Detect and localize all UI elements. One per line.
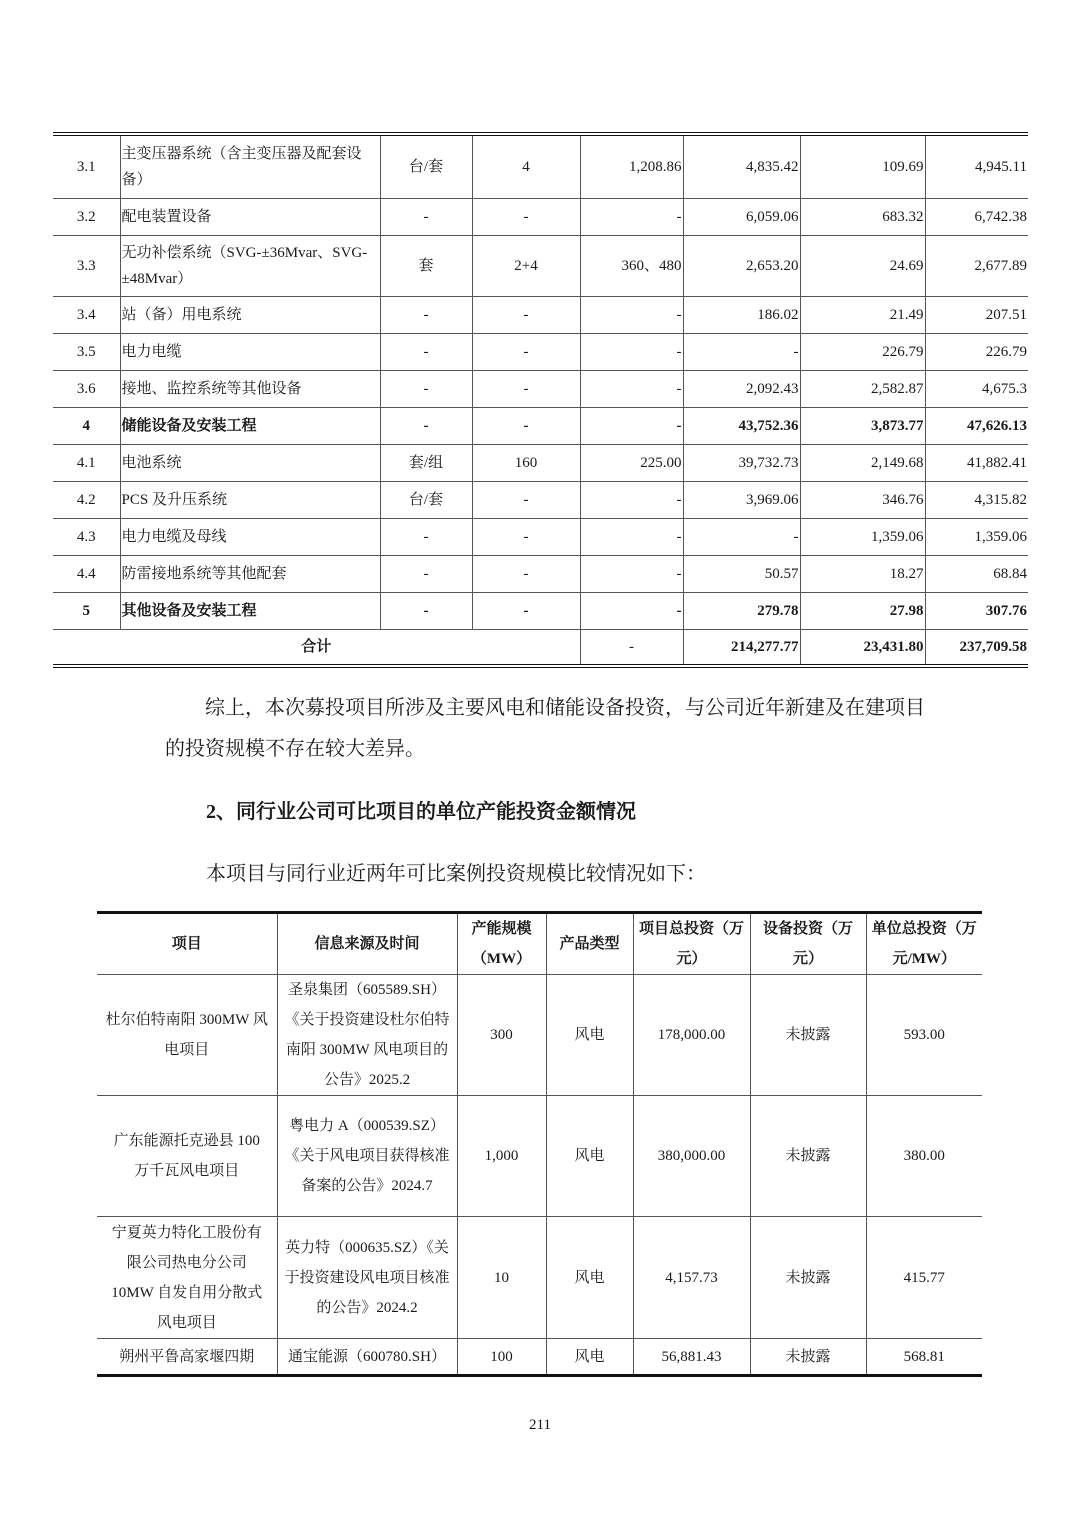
- total-cost-cell: 2,677.89: [925, 235, 1028, 296]
- total-cost-cell: 226.79: [925, 333, 1028, 370]
- equipment-investment-cell: 未披露: [750, 1339, 866, 1376]
- total-cost-cell: 47,626.13: [925, 407, 1028, 444]
- quantity-cell: -: [472, 407, 580, 444]
- table-row: [53, 333, 1028, 370]
- equipment-cost-cell: 3,969.06: [683, 481, 800, 518]
- installation-cost-cell: 21.49: [800, 296, 925, 333]
- equipment-investment-cell: 未披露: [750, 975, 866, 1096]
- equipment-cost-cell: 2,092.43: [683, 370, 800, 407]
- unit-price-cell: -: [580, 296, 683, 333]
- comparable-projects-table: [97, 911, 982, 1377]
- unit-price-cell: -: [580, 370, 683, 407]
- total-cost-cell: 41,882.41: [925, 444, 1028, 481]
- capacity-cell: 1,000: [457, 1096, 546, 1217]
- table-row: [53, 592, 1028, 629]
- unit-cell: -: [380, 296, 472, 333]
- quantity-cell: -: [472, 296, 580, 333]
- item-name-cell: 接地、监控系统等其他设备: [120, 370, 380, 407]
- equipment-cost-cell: 39,732.73: [683, 444, 800, 481]
- header-capacity: 产能规模（MW）: [457, 913, 546, 975]
- total-cost-cell: 68.84: [925, 555, 1028, 592]
- table-row: [53, 198, 1028, 235]
- item-name-cell: 电力电缆: [120, 333, 380, 370]
- unit-cell: -: [380, 370, 472, 407]
- unit-price-cell: 225.00: [580, 444, 683, 481]
- installation-cost-cell: 18.27: [800, 555, 925, 592]
- unit-price-cell: -: [580, 198, 683, 235]
- unit-cell: 台/套: [380, 134, 472, 198]
- table-row: [53, 518, 1028, 555]
- installation-cost-cell: 226.79: [800, 333, 925, 370]
- unit-investment-cell: 415.77: [866, 1217, 982, 1339]
- equipment-investment-cell: 未披露: [750, 1096, 866, 1217]
- total-cost-cell: 307.76: [925, 592, 1028, 629]
- item-name-cell: 配电装置设备: [120, 198, 380, 235]
- total-investment-cell: 380,000.00: [633, 1096, 750, 1217]
- item-name-cell: 无功补偿系统（SVG-±36Mvar、SVG-±48Mvar）: [120, 235, 380, 296]
- quantity-cell: 160: [472, 444, 580, 481]
- unit-price-cell: -: [580, 518, 683, 555]
- row-number-cell: 4.1: [53, 444, 120, 481]
- equipment-investment-table: [53, 132, 1028, 668]
- info-source-cell: 粤电力 A（000539.SZ）《关于风电项目获得核准备案的公告》2024.7: [277, 1096, 457, 1217]
- total-investment-cell: 56,881.43: [633, 1339, 750, 1376]
- unit-price-cell: -: [580, 555, 683, 592]
- row-number-cell: 4.3: [53, 518, 120, 555]
- total-cost-cell: 207.51: [925, 296, 1028, 333]
- row-number-cell: 3.3: [53, 235, 120, 296]
- equipment-cost-cell: 50.57: [683, 555, 800, 592]
- total-cost-cell: 6,742.38: [925, 198, 1028, 235]
- row-number-cell: 4.4: [53, 555, 120, 592]
- section-heading: 2、同行业公司可比项目的单位产能投资金额情况: [206, 801, 636, 823]
- project-name-cell: 杜尔伯特南阳 300MW 风电项目: [97, 975, 277, 1096]
- unit-investment-cell: 593.00: [866, 975, 982, 1096]
- total-unit-price-cell: -: [580, 629, 683, 666]
- item-name-cell: 防雷接地系统等其他配套: [120, 555, 380, 592]
- unit-cell: -: [380, 518, 472, 555]
- unit-cell: -: [380, 407, 472, 444]
- unit-cell: -: [380, 333, 472, 370]
- table-row: [97, 975, 982, 1096]
- quantity-cell: 4: [472, 134, 580, 198]
- item-name-cell: 主变压器系统（含主变压器及配套设备）: [120, 134, 380, 198]
- total-cost-cell: 4,945.11: [925, 134, 1028, 198]
- item-name-cell: PCS 及升压系统: [120, 481, 380, 518]
- equipment-cost-cell: 6,059.06: [683, 198, 800, 235]
- item-name-cell: 其他设备及安装工程: [120, 592, 380, 629]
- item-name-cell: 电力电缆及母线: [120, 518, 380, 555]
- item-name-cell: 站（备）用电系统: [120, 296, 380, 333]
- total-cost-cell: 4,675.3: [925, 370, 1028, 407]
- quantity-cell: -: [472, 370, 580, 407]
- unit-cell: -: [380, 555, 472, 592]
- installation-cost-cell: 2,149.68: [800, 444, 925, 481]
- info-source-cell: 圣泉集团（605589.SH）《关于投资建设杜尔伯特南阳 300MW 风电项目的公告》2025.2: [277, 975, 457, 1096]
- row-number-cell: 4: [53, 407, 120, 444]
- equipment-cost-cell: -: [683, 333, 800, 370]
- total-label: 合计: [53, 629, 580, 666]
- row-number-cell: 3.4: [53, 296, 120, 333]
- equipment-cost-cell: 4,835.42: [683, 134, 800, 198]
- project-name-cell: 广东能源托克逊县 100 万千瓦风电项目: [97, 1096, 277, 1217]
- row-number-cell: 3.1: [53, 134, 120, 198]
- header-project: 项目: [97, 913, 277, 975]
- header-source: 信息来源及时间: [277, 913, 457, 975]
- unit-price-cell: -: [580, 592, 683, 629]
- equipment-cost-cell: 186.02: [683, 296, 800, 333]
- product-type-cell: 风电: [546, 1217, 633, 1339]
- total-installation-cost-cell: 23,431.80: [800, 629, 925, 666]
- installation-cost-cell: 683.32: [800, 198, 925, 235]
- quantity-cell: -: [472, 333, 580, 370]
- unit-cell: -: [380, 198, 472, 235]
- table-row: [53, 444, 1028, 481]
- unit-price-cell: -: [580, 481, 683, 518]
- intro-paragraph: 本项目与同行业近两年可比案例投资规模比较情况如下：: [206, 863, 706, 885]
- unit-cell: -: [380, 592, 472, 629]
- row-number-cell: 3.5: [53, 333, 120, 370]
- table-header-row: [97, 913, 982, 975]
- unit-investment-cell: 568.81: [866, 1339, 982, 1376]
- table-row: [53, 235, 1028, 296]
- product-type-cell: 风电: [546, 975, 633, 1096]
- installation-cost-cell: 346.76: [800, 481, 925, 518]
- summary-paragraph: 综上，本次募投项目所涉及主要风电和储能设备投资，与公司近年新建及在建项目的投资规模不存在较大差异。: [165, 697, 925, 760]
- quantity-cell: -: [472, 592, 580, 629]
- table-row: [53, 481, 1028, 518]
- table-row: [97, 1096, 982, 1217]
- table-row: [97, 1217, 982, 1339]
- table-row: [53, 134, 1028, 198]
- unit-cell: 台/套: [380, 481, 472, 518]
- table-row: [53, 296, 1028, 333]
- total-investment-cell: 4,157.73: [633, 1217, 750, 1339]
- installation-cost-cell: 2,582.87: [800, 370, 925, 407]
- product-type-cell: 风电: [546, 1339, 633, 1376]
- installation-cost-cell: 1,359.06: [800, 518, 925, 555]
- product-type-cell: 风电: [546, 1096, 633, 1217]
- header-total-investment: 项目总投资（万元）: [633, 913, 750, 975]
- header-type: 产品类型: [546, 913, 633, 975]
- total-equipment-cost-cell: 214,277.77: [683, 629, 800, 666]
- quantity-cell: -: [472, 555, 580, 592]
- table-row: [97, 1339, 982, 1376]
- unit-investment-cell: 380.00: [866, 1096, 982, 1217]
- total-cost-cell: 4,315.82: [925, 481, 1028, 518]
- capacity-cell: 300: [457, 975, 546, 1096]
- table-row: [53, 370, 1028, 407]
- equipment-cost-cell: -: [683, 518, 800, 555]
- row-number-cell: 5: [53, 592, 120, 629]
- item-name-cell: 电池系统: [120, 444, 380, 481]
- installation-cost-cell: 3,873.77: [800, 407, 925, 444]
- capacity-cell: 10: [457, 1217, 546, 1339]
- table-row: [53, 555, 1028, 592]
- equipment-cost-cell: 279.78: [683, 592, 800, 629]
- grand-total-cell: 237,709.58: [925, 629, 1028, 666]
- header-equipment-investment: 设备投资（万元）: [750, 913, 866, 975]
- info-source-cell: 通宝能源（600780.SH）: [277, 1339, 457, 1376]
- row-number-cell: 3.2: [53, 198, 120, 235]
- capacity-cell: 100: [457, 1339, 546, 1376]
- unit-price-cell: 1,208.86: [580, 134, 683, 198]
- info-source-cell: 英力特（000635.SZ）《关于投资建设风电项目核准的公告》2024.2: [277, 1217, 457, 1339]
- unit-cell: 套/组: [380, 444, 472, 481]
- equipment-cost-cell: 2,653.20: [683, 235, 800, 296]
- unit-cell: 套: [380, 235, 472, 296]
- page-number: 211: [529, 1417, 551, 1433]
- total-investment-cell: 178,000.00: [633, 975, 750, 1096]
- project-name-cell: 宁夏英力特化工股份有限公司热电分公司 10MW 自发自用分散式风电项目: [97, 1217, 277, 1339]
- installation-cost-cell: 27.98: [800, 592, 925, 629]
- project-name-cell: 朔州平鲁高家堰四期: [97, 1339, 277, 1376]
- quantity-cell: -: [472, 198, 580, 235]
- row-number-cell: 3.6: [53, 370, 120, 407]
- equipment-investment-cell: 未披露: [750, 1217, 866, 1339]
- table-row: [53, 407, 1028, 444]
- installation-cost-cell: 109.69: [800, 134, 925, 198]
- unit-price-cell: 360、480: [580, 235, 683, 296]
- total-cost-cell: 1,359.06: [925, 518, 1028, 555]
- item-name-cell: 储能设备及安装工程: [120, 407, 380, 444]
- quantity-cell: -: [472, 481, 580, 518]
- installation-cost-cell: 24.69: [800, 235, 925, 296]
- unit-price-cell: -: [580, 407, 683, 444]
- row-number-cell: 4.2: [53, 481, 120, 518]
- header-unit-investment: 单位总投资（万元/MW）: [866, 913, 982, 975]
- quantity-cell: -: [472, 518, 580, 555]
- total-row: [53, 629, 1028, 666]
- quantity-cell: 2+4: [472, 235, 580, 296]
- unit-price-cell: -: [580, 333, 683, 370]
- equipment-cost-cell: 43,752.36: [683, 407, 800, 444]
